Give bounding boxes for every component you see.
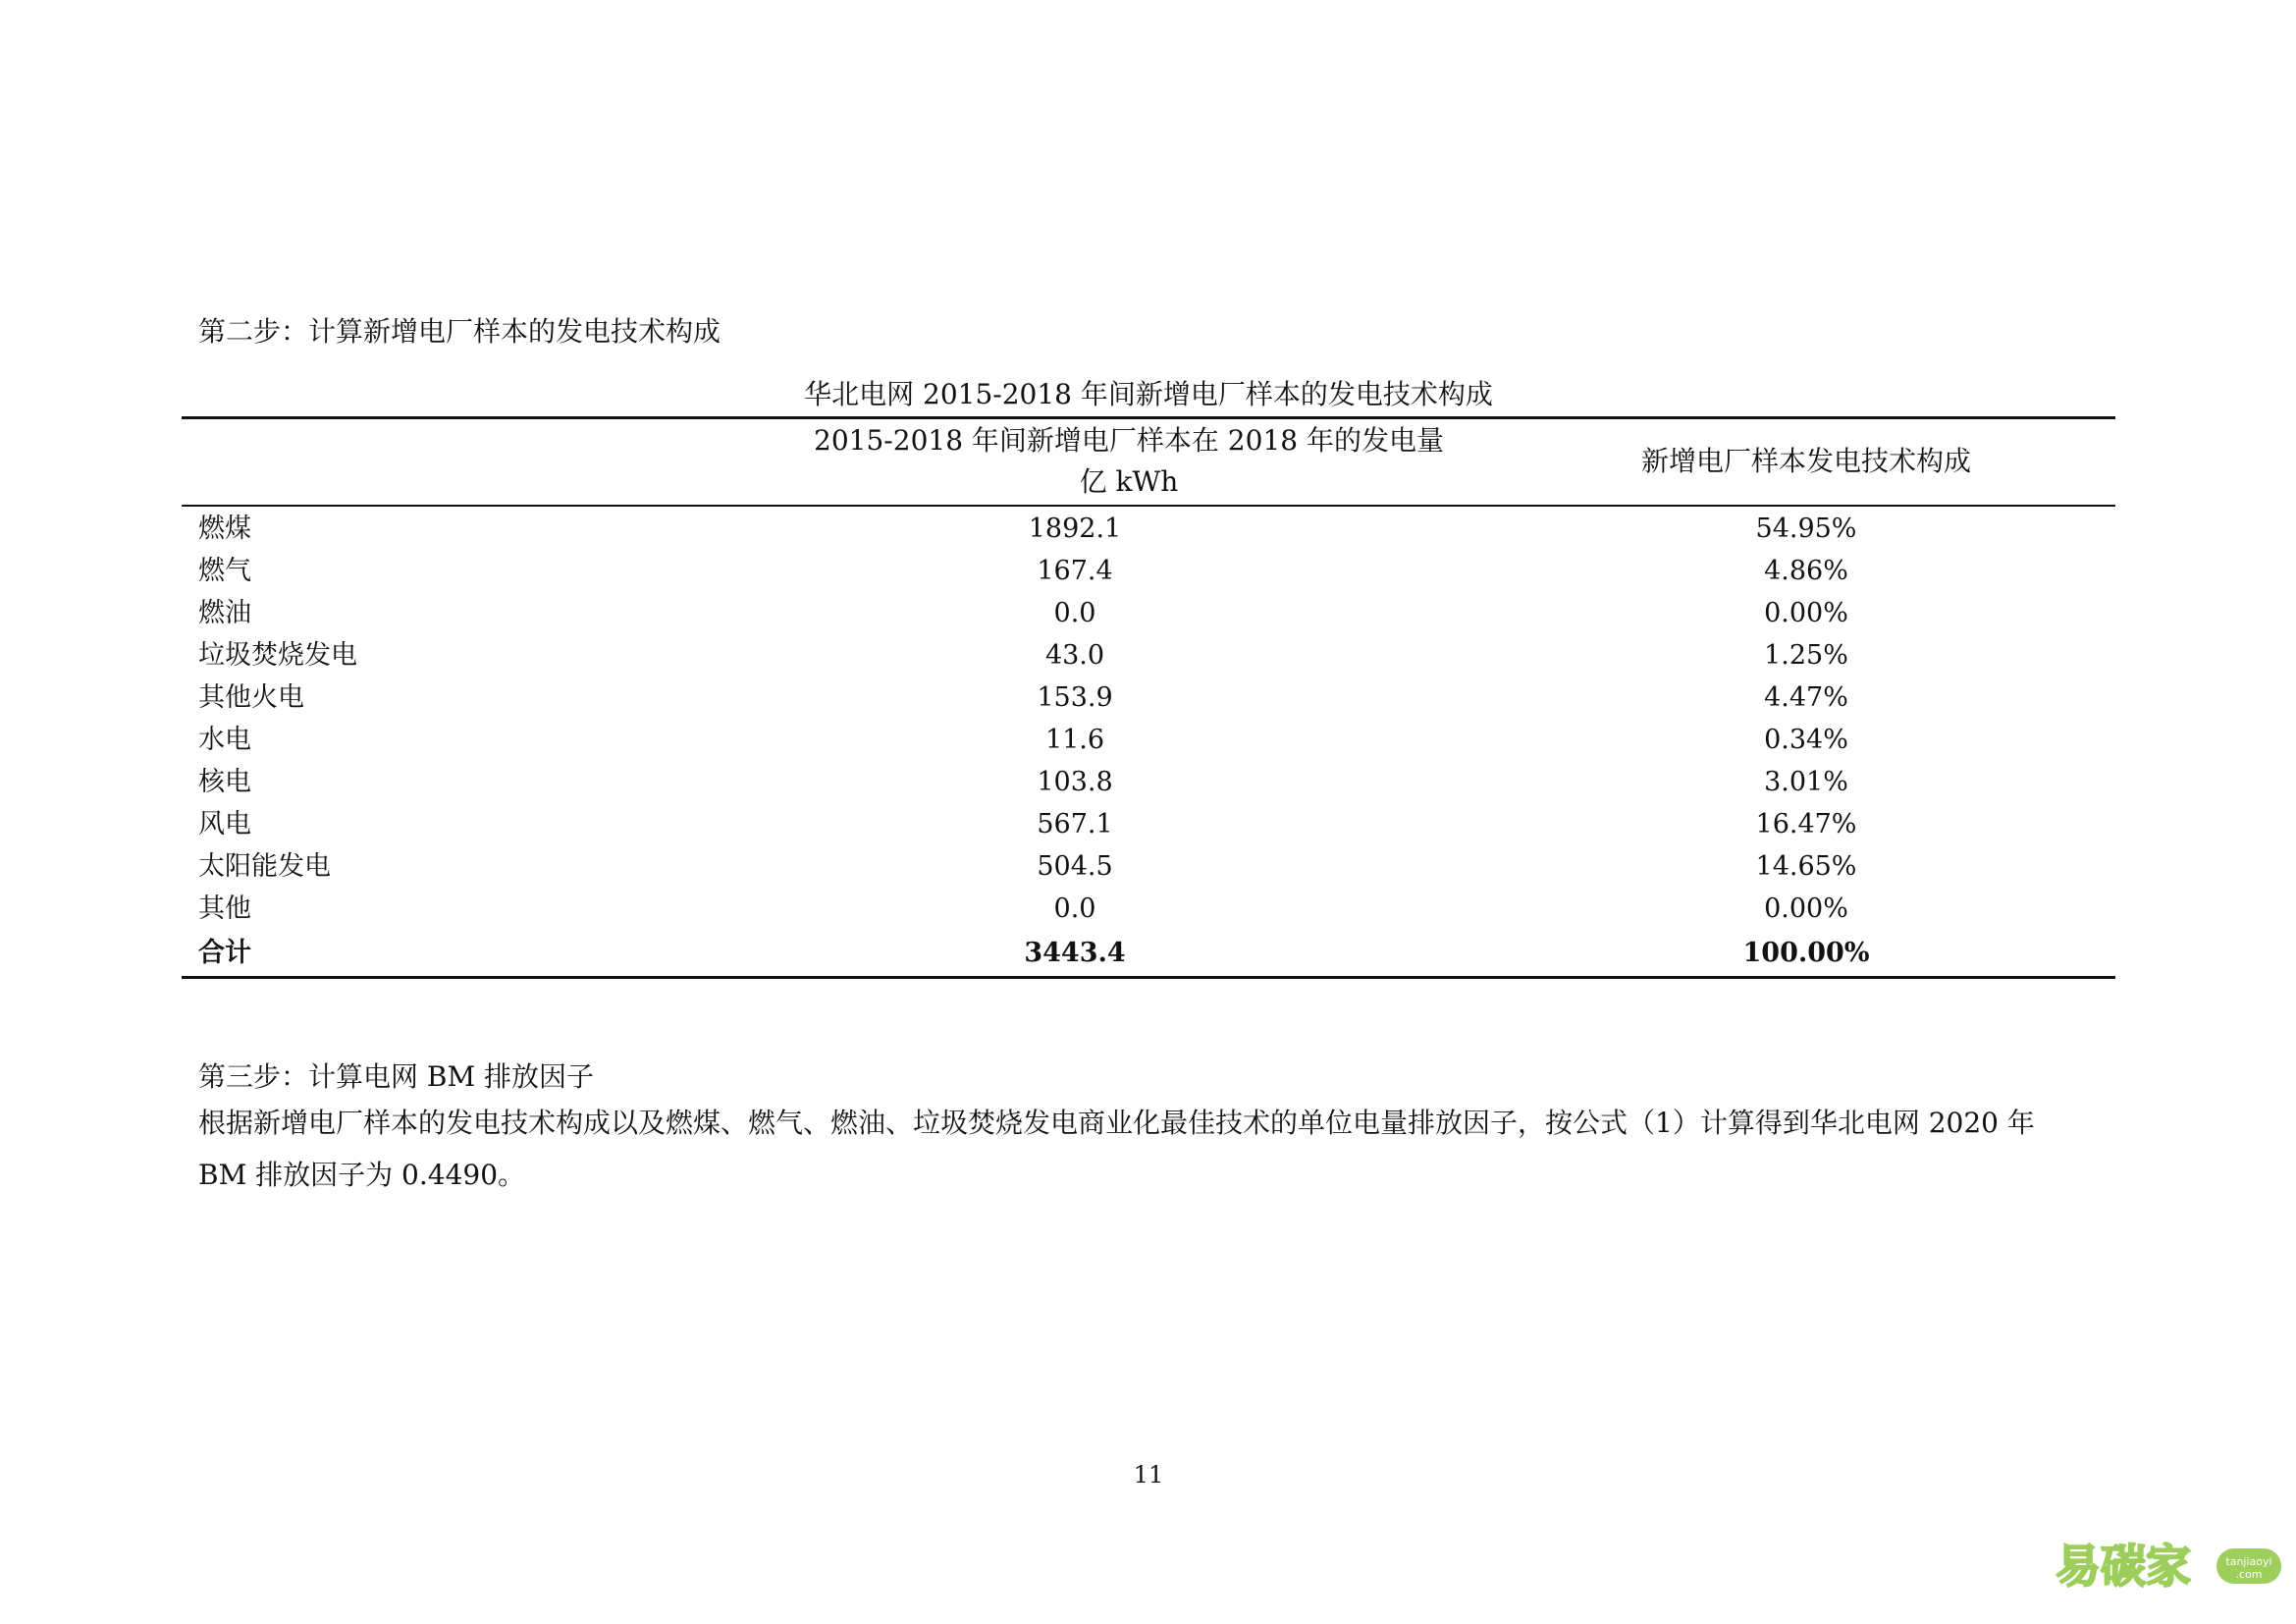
table-row: [182, 803, 2115, 845]
svg-text:易碳家: 易碳家: [2056, 1540, 2191, 1593]
table-bottom-rule: [182, 976, 2115, 979]
row-name: 水电: [198, 725, 251, 755]
row-name: 其他火电: [198, 682, 304, 713]
row-value: 504.5: [1037, 851, 1113, 882]
row-value: 567.1: [1037, 809, 1113, 839]
row-share: 3.01%: [1764, 767, 1848, 797]
body-paragraph-line1: 根据新增电厂样本的发电技术构成以及燃煤、燃气、燃油、垃圾焚烧发电商业化最佳技术的单位电量排放因子，按公式（1）计算得到华北电网 2020 年: [198, 1107, 2035, 1139]
total-name: 合计: [198, 938, 251, 968]
body-paragraph-line2: BM 排放因子为 0.4490。: [198, 1159, 526, 1191]
row-value: 167.4: [1037, 556, 1113, 586]
column-header-generation-line1: 2015-2018 年间新增电厂样本在 2018 年的发电量: [814, 424, 1444, 457]
table-row: [182, 634, 2115, 677]
row-name: 燃煤: [198, 514, 251, 544]
watermark-logo: [2054, 1535, 2284, 1596]
row-name: 风电: [198, 809, 251, 839]
row-name: 燃气: [198, 556, 251, 586]
row-name: 核电: [198, 767, 251, 797]
column-header-generation-unit: 亿 kWh: [1079, 465, 1179, 498]
column-header-generation: [746, 420, 1512, 503]
table-row: [182, 508, 2115, 550]
row-value: 103.8: [1037, 767, 1113, 797]
table-row: [182, 888, 2115, 930]
row-share: 1.25%: [1764, 640, 1848, 671]
row-name: 燃油: [198, 598, 251, 628]
row-name: 其他: [198, 893, 251, 924]
page-number: 11: [1133, 1461, 1164, 1489]
row-value: 43.0: [1044, 640, 1105, 671]
row-value: 0.0: [1053, 893, 1096, 924]
row-share: 0.00%: [1764, 893, 1848, 924]
row-value: 1892.1: [1028, 514, 1122, 544]
row-name: 垃圾焚烧发电: [198, 640, 357, 671]
table-row: [182, 761, 2115, 803]
row-share: 16.47%: [1755, 809, 1857, 839]
table-row: [182, 550, 2115, 592]
watermark-logo-icon: [2054, 1535, 2284, 1596]
row-value: 153.9: [1037, 682, 1113, 713]
row-share: 0.00%: [1764, 598, 1848, 628]
svg-text:tanjiaoyi: tanjiaoyi: [2225, 1555, 2272, 1568]
row-value: 0.0: [1053, 598, 1096, 628]
step2-heading: 第二步：计算新增电厂样本的发电技术构成: [198, 315, 721, 348]
row-name: 太阳能发电: [198, 851, 331, 882]
table-row: [182, 677, 2115, 719]
row-share: 0.34%: [1764, 725, 1848, 755]
table-total-row: [182, 932, 2115, 974]
table-row: [182, 592, 2115, 634]
step3-heading: 第三步：计算电网 BM 排放因子: [198, 1060, 595, 1093]
column-header-share: 新增电厂样本发电技术构成: [1640, 445, 1971, 477]
total-share: 100.00%: [1742, 938, 1870, 968]
table-row: [182, 719, 2115, 761]
row-value: 11.6: [1044, 725, 1105, 755]
table-top-rule: [182, 416, 2115, 419]
row-share: 14.65%: [1755, 851, 1857, 882]
row-share: 54.95%: [1755, 514, 1857, 544]
row-share: 4.47%: [1764, 682, 1848, 713]
total-value: 3443.4: [1024, 938, 1126, 968]
table-header-rule: [182, 505, 2115, 507]
svg-text:.com: .com: [2235, 1568, 2263, 1581]
table-title: 华北电网 2015-2018 年间新增电厂样本的发电技术构成: [804, 378, 1493, 410]
table-row: [182, 845, 2115, 888]
row-share: 4.86%: [1764, 556, 1848, 586]
